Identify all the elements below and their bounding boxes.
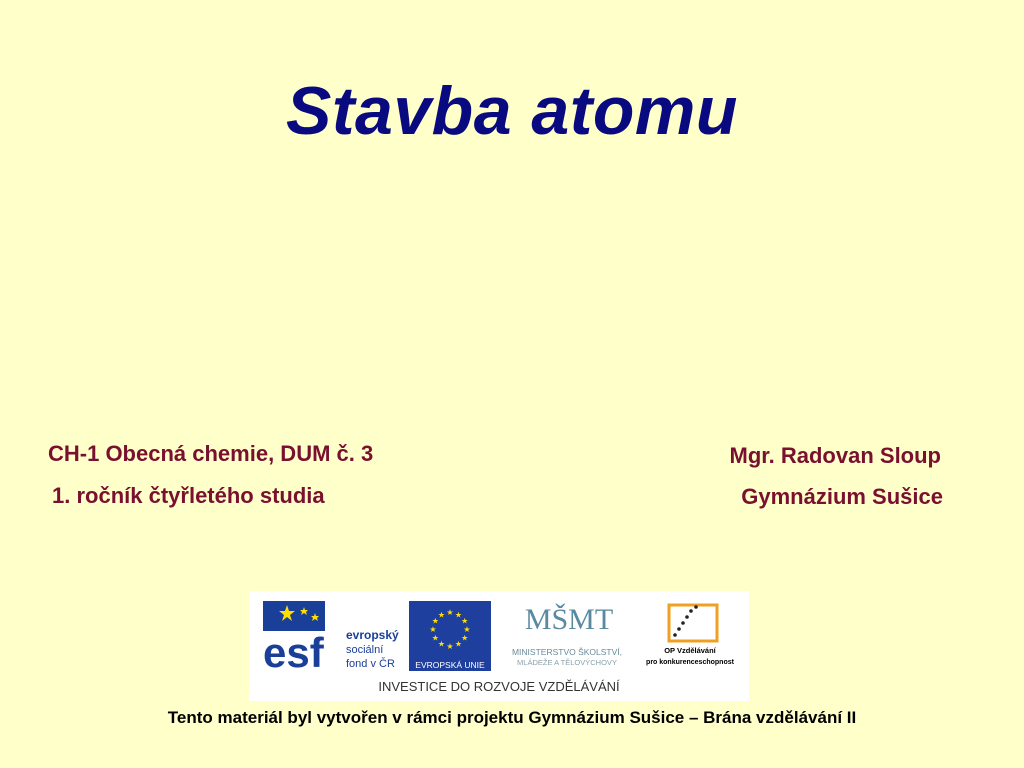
eu-star-icon: ★ (461, 616, 469, 626)
eu-caption: EVROPSKÁ UNIE (415, 660, 485, 670)
op-logo (646, 605, 735, 666)
eu-star-icon: ★ (431, 633, 439, 643)
msmt-mark: MŠMT (524, 603, 614, 636)
project-footer: Tento materiál byl vytvořen v rámci projektu Gymnázium Sušice – Brána vzdělávání II (167, 708, 857, 727)
dots-icon (673, 605, 698, 637)
eu-star-icon: ★ (429, 625, 437, 634)
esf-line2: sociální (346, 644, 384, 656)
esf-line1: evropský (346, 628, 399, 642)
logo-bar (249, 591, 749, 701)
eu-star-icon: ★ (461, 633, 469, 643)
eu-star-icon: ★ (463, 625, 471, 634)
msmt-logo (512, 603, 622, 667)
op-line2: pro konkurenceschopnost (646, 659, 734, 666)
eu-star-icon: ★ (446, 642, 454, 651)
msmt-line2: MLÁDEŽE A TĚLOVÝCHOVY (517, 658, 617, 667)
esf-mark: esf (263, 629, 324, 676)
school-name: Gymnázium Sušice (741, 484, 943, 509)
eu-flag-icon (409, 601, 491, 671)
eu-star-icon: ★ (454, 610, 463, 620)
author-name: Mgr. Radovan Sloup (729, 443, 941, 468)
eu-star-icon: ★ (446, 608, 454, 617)
eu-star-icon: ★ (437, 610, 446, 620)
slide-title: Stavba atomu (286, 73, 738, 149)
msmt-line1: MINISTERSTVO ŠKOLSTVÍ, (511, 647, 623, 657)
course-line: CH-1 Obecná chemie, DUM č. 3 (48, 441, 374, 466)
eu-star-icon: ★ (454, 639, 463, 649)
eu-star-icon: ★ (437, 639, 446, 649)
esf-line3: fond v ČR (346, 658, 395, 670)
investment-banner: INVESTICE DO ROZVOJE VZDĚLÁVÁNÍ (378, 679, 620, 694)
grade-line: 1. ročník čtyřletého studia (52, 483, 325, 508)
eu-star-icon: ★ (431, 616, 439, 626)
esf-logo (263, 601, 399, 676)
op-line1: OP Vzdělávání (664, 646, 716, 655)
